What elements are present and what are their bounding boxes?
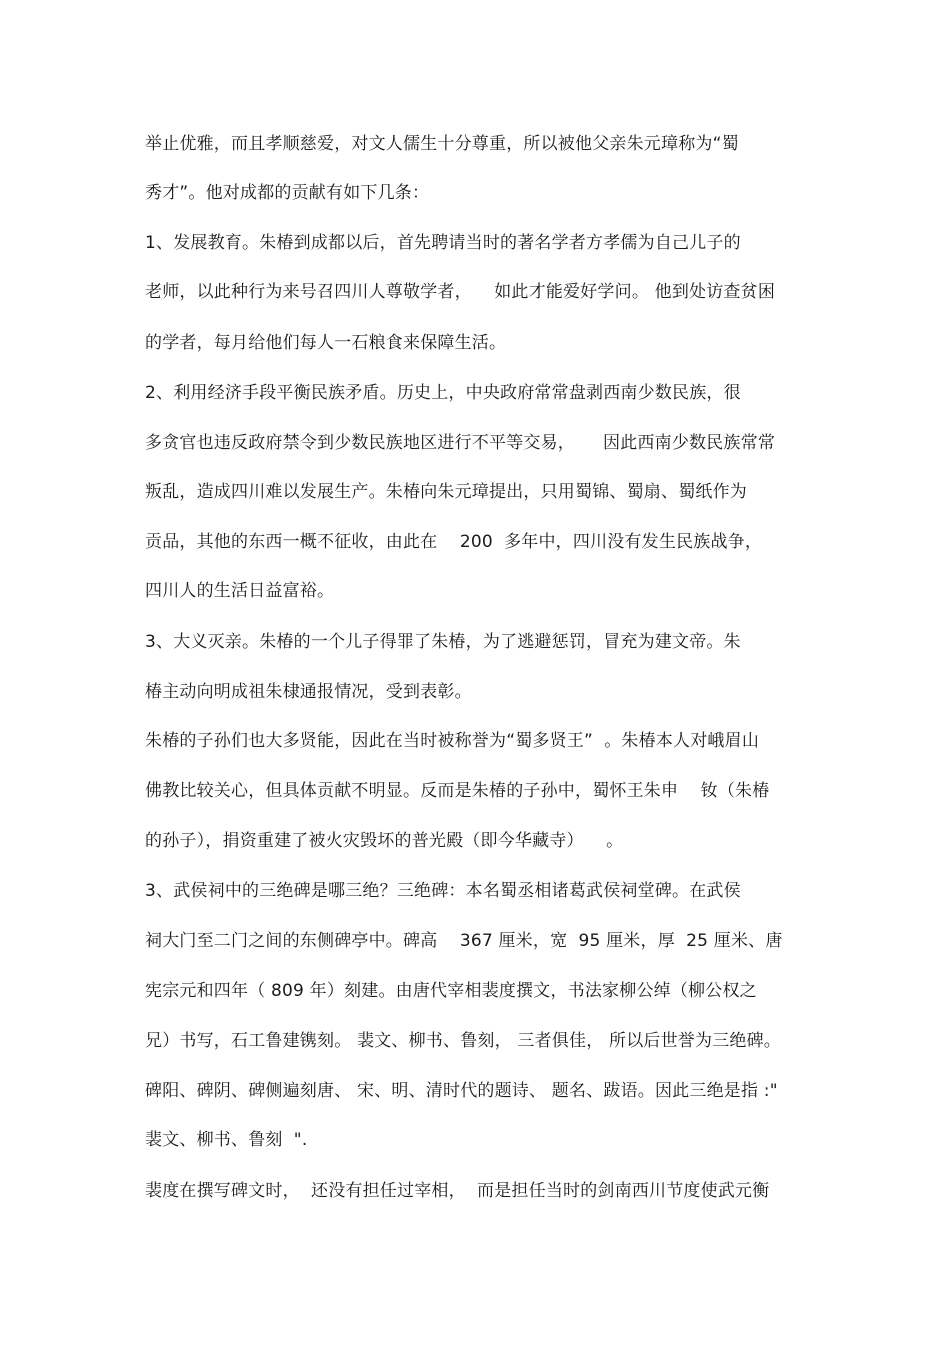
text-line-9: 贡品，其他的东西一概不征收，由此在 200 多年中，四川没有发生民族战争， xyxy=(145,532,763,552)
text-line-12: 椿主动向明成祖朱棣通报情况，受到表彰。 xyxy=(145,682,472,702)
text-line-20: 碑阳、碑阴、碑侧遍刻唐、 宋、明、清时代的题诗、 题名、跋语。因此三绝是指 :" xyxy=(145,1081,778,1101)
text-line-11: 3、大义灭亲。朱椿的一个儿子得罪了朱椿，为了逃避惩罚，冒充为建文帝。朱 xyxy=(145,632,741,652)
text-line-16: 3、武侯祠中的三绝碑是哪三绝？三绝碑：本名蜀丞相诸葛武侯祠堂碑。在武侯 xyxy=(145,881,741,901)
text-line-7: 多贪官也违反政府禁令到少数民族地区进行不平等交易， 因此西南少数民族常常 xyxy=(145,433,776,453)
text-line-8: 叛乱，造成四川难以发展生产。朱椿向朱元璋提出，只用蜀锦、蜀扇、蜀纸作为 xyxy=(145,482,747,502)
text-line-19: 兄）书写，石工鲁建镌刻。 裴文、柳书、鲁刻， 三者俱佳， 所以后世誉为三绝碑。 xyxy=(145,1031,782,1051)
text-line-5: 的学者，每月给他们每人一石粮食来保障生活。 xyxy=(145,333,507,353)
text-line-1: 举止优雅，而且孝顺慈爱，对文人儒生十分尊重，所以被他父亲朱元璋称为“蜀 xyxy=(145,134,739,154)
text-line-18: 宪宗元和四年（ 809 年）刻建。由唐代宰相裴度撰文，书法家柳公绰（柳公权之 xyxy=(145,981,757,1001)
text-line-21: 裴文、柳书、鲁刻 ". xyxy=(145,1130,308,1150)
text-line-3: 1、发展教育。朱椿到成都以后，首先聘请当时的著名学者方孝儒为自己儿子的 xyxy=(145,233,741,253)
text-line-17: 祠大门至二门之间的东侧碑亭中。碑高 367 厘米，宽 95 厘米，厚 25 厘米、唐 xyxy=(145,931,783,951)
text-line-6: 2、利用经济手段平衡民族矛盾。历史上，中央政府常常盘剥西南少数民族，很 xyxy=(145,383,741,403)
text-line-2: 秀才”。他对成都的贡献有如下几条： xyxy=(145,183,430,203)
text-line-15: 的孙子），捐资重建了被火灾毁坏的普光殿（即今华藏寺） 。 xyxy=(145,831,624,851)
text-line-13: 朱椿的子孙们也大多贤能，因此在当时被称誉为“蜀多贤王” 。朱椿本人对峨眉山 xyxy=(145,731,760,751)
text-line-22: 裴度在撰写碑文时， 还没有担任过宰相， 而是担任当时的剑南西川节度使武元衡 xyxy=(145,1181,770,1201)
text-line-14: 佛教比较关心，但具体贡献不明显。反而是朱椿的子孙中，蜀怀王朱申 钕（朱椿 xyxy=(145,781,770,801)
text-line-4: 老师，以此种行为来号召四川人尊敬学者， 如此才能爱好学问。 他到处访查贫困 xyxy=(145,282,776,302)
text-line-10: 四川人的生活日益富裕。 xyxy=(145,581,335,601)
